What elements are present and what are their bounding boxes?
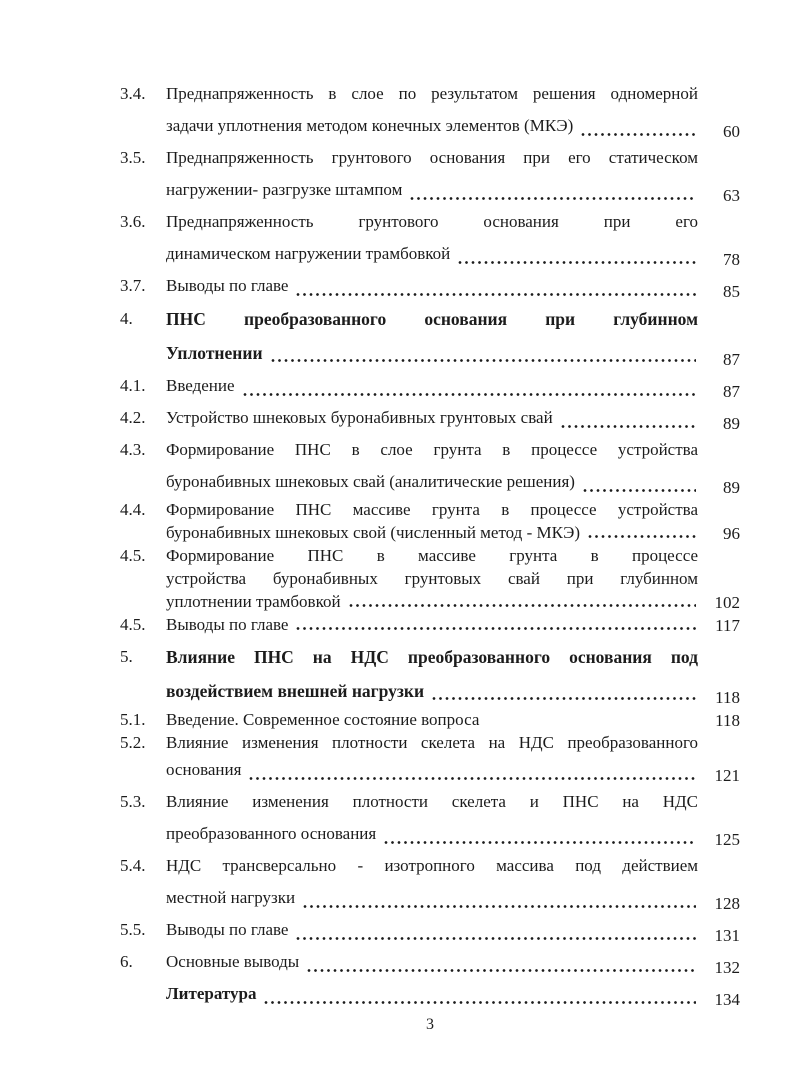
toc-page-number [698, 498, 740, 544]
toc-page-number-value: 89 [723, 414, 740, 433]
dot-leader [561, 423, 696, 430]
toc-line: Формирование ПНС массиве грунта в процессе устройства [166, 500, 698, 519]
toc-page-number-value: 96 [723, 524, 740, 543]
toc-entry-title [166, 434, 698, 498]
toc-entry-title [166, 544, 698, 613]
toc-line-text: буронабивных шнековых свай (аналитические решения) [166, 472, 575, 491]
toc-page-number [698, 613, 740, 636]
toc-entry-title [166, 613, 698, 636]
toc-line: устройства буронабивных грунтовых свай при глубинном [166, 569, 698, 588]
toc-entry-number: 5.5. [120, 920, 146, 939]
toc-line-text: нагружении- разгрузке штампом [166, 180, 403, 199]
dot-leader [432, 695, 696, 702]
toc-line-text: динамическом нагружении трамбовкой [166, 244, 451, 263]
toc-line [166, 590, 698, 613]
toc-list [120, 78, 740, 1010]
toc-page-number [698, 544, 740, 613]
toc-page-number-value: 125 [714, 830, 740, 849]
toc-entry [120, 498, 740, 544]
toc-line-text: Выводы по главе [166, 276, 289, 295]
toc-entry-title [166, 914, 698, 946]
toc-page-number-value: 121 [714, 766, 740, 785]
toc-page-number-value: 134 [714, 990, 740, 1009]
dot-leader [458, 259, 696, 266]
toc-line: ПНС преобразованного основания при глубинном [166, 309, 698, 329]
toc-line [166, 174, 698, 206]
toc-line: Преднапряженность грунтового основания при его статическом [166, 148, 698, 167]
toc-entry-title [166, 708, 698, 731]
toc-entry-title [166, 498, 698, 544]
toc-entry [120, 270, 740, 302]
toc-entry-number: 4.3. [120, 440, 146, 459]
toc-entry-title [166, 78, 698, 142]
toc-line-text: местной нагрузки [166, 888, 296, 907]
toc-entry [120, 302, 740, 370]
toc-page-number [698, 640, 740, 708]
toc-line-text: Выводы по главе [166, 615, 289, 634]
toc-line: Формирование ПНС в слое грунта в процессе устройства [166, 440, 698, 459]
toc-page-number [698, 270, 740, 302]
toc-page-number [698, 402, 740, 434]
toc-line [166, 110, 698, 142]
dot-leader [303, 903, 696, 910]
footer-page-number: 3 [426, 1016, 434, 1033]
toc-page-number [698, 978, 740, 1010]
toc-page-number-value: 118 [715, 711, 740, 730]
toc-page-number [698, 78, 740, 142]
toc-entry-number: 3.5. [120, 148, 146, 167]
toc-entry-title [166, 786, 698, 850]
toc-line: Преднапряженность в слое по результатом решения одномерной [166, 84, 698, 103]
toc-entry-number: 3.7. [120, 276, 146, 295]
toc-line [166, 238, 698, 270]
toc-line [166, 882, 698, 914]
dot-leader [410, 195, 696, 202]
toc-entry-title [166, 640, 698, 708]
toc-line: Влияние изменения плотности скелета и ПНС на НДС [166, 792, 698, 811]
toc-page-number-value: 128 [714, 894, 740, 913]
toc-entry-number: 3.6. [120, 212, 146, 231]
toc-line [166, 521, 698, 544]
dot-leader [307, 967, 696, 974]
dot-leader [296, 291, 696, 298]
toc-line-text: Введение [166, 376, 235, 395]
toc-line-text: основания [166, 760, 242, 779]
dot-leader [588, 533, 696, 540]
toc-entry-number: 5.1. [120, 710, 146, 729]
toc-page-number-value: 102 [714, 593, 740, 612]
toc-page-number-value: 117 [715, 616, 740, 635]
toc-line [166, 946, 698, 978]
toc-entry-title [166, 402, 698, 434]
toc-entry-title [166, 142, 698, 206]
toc-line [166, 674, 698, 708]
toc-entry-number: 5. [120, 647, 133, 666]
toc-line [166, 978, 698, 1010]
toc-entry-number: 3.4. [120, 84, 146, 103]
toc-line-text: преобразованного основания [166, 824, 377, 843]
toc-page-number-value: 89 [723, 478, 740, 497]
dot-leader [296, 935, 696, 942]
toc-entry-title [166, 978, 698, 1010]
toc-line [166, 914, 698, 946]
dot-leader [349, 602, 696, 609]
toc-entry-number: 4.4. [120, 500, 146, 519]
toc-line [166, 336, 698, 370]
toc-entry [120, 206, 740, 270]
toc-entry [120, 978, 740, 1010]
toc-line [166, 818, 698, 850]
dot-leader [249, 775, 696, 782]
toc-entry-number: 6. [120, 952, 133, 971]
toc-entry-title [166, 946, 698, 978]
toc-page-number [698, 206, 740, 270]
toc-line-text: Введение. Современное состояние вопроса [166, 710, 480, 729]
toc-entry [120, 640, 740, 708]
toc-page-number-value: 78 [723, 250, 740, 269]
toc-line-text: Уплотнении [166, 343, 263, 363]
toc-entry-number: 5.3. [120, 792, 146, 811]
toc-entry [120, 402, 740, 434]
toc-entry [120, 850, 740, 914]
toc-line [166, 466, 698, 498]
toc-line [166, 370, 698, 402]
toc-line [166, 270, 698, 302]
toc-line: Преднапряженность грунтового основания при его [166, 212, 698, 231]
toc-page-number [698, 850, 740, 914]
toc-entry-number: 4.2. [120, 408, 146, 427]
toc-page-number-value: 85 [723, 282, 740, 301]
toc-page-number [698, 786, 740, 850]
toc-entry [120, 914, 740, 946]
toc-entry-number: 4. [120, 309, 133, 328]
toc-entry-number: 4.1. [120, 376, 146, 395]
toc-entry [120, 544, 740, 613]
toc-entry-title [166, 370, 698, 402]
toc-entry-number: 4.5. [120, 615, 146, 634]
toc-entry [120, 613, 740, 636]
toc-page-number [698, 370, 740, 402]
toc-entry [120, 731, 740, 786]
toc-page-number-value: 132 [714, 958, 740, 977]
dot-leader [264, 999, 696, 1006]
toc-line: Влияние изменения плотности скелета на НДС преобразованного [166, 733, 698, 752]
toc-line [166, 402, 698, 434]
toc-page-number-value: 63 [723, 186, 740, 205]
toc-entry-number: 5.4. [120, 856, 146, 875]
toc-page-number [698, 142, 740, 206]
dot-leader [243, 391, 696, 398]
toc-line-text: Литература [166, 984, 257, 1003]
toc-line-text: задачи уплотнения методом конечных элементов (МКЭ) [166, 116, 574, 135]
toc-page-number-value: 87 [723, 350, 740, 369]
toc-line-text: уплотнении трамбовкой [166, 592, 341, 611]
toc-line: НДС трансверсально - изотропного массива под действием [166, 856, 698, 875]
dot-leader [384, 839, 696, 846]
toc-entry [120, 370, 740, 402]
toc-line [166, 754, 698, 786]
toc-line-text: Устройство шнековых буронабивных грунтовых свай [166, 408, 553, 427]
toc-line-text: буронабивных шнековых свой (численный метод - МКЭ) [166, 523, 581, 542]
toc-entry [120, 946, 740, 978]
toc-line [166, 613, 698, 636]
toc-entry-title [166, 206, 698, 270]
toc-entry-title [166, 270, 698, 302]
toc-entry-number [120, 978, 166, 1010]
toc-page-number [698, 946, 740, 978]
toc-entry [120, 142, 740, 206]
toc-page-number [698, 731, 740, 786]
toc-line: Влияние ПНС на НДС преобразованного основания под [166, 647, 698, 667]
toc-page-number [698, 302, 740, 370]
toc-page-number [698, 914, 740, 946]
dot-leader [271, 357, 696, 364]
toc-line-text: Основные выводы [166, 952, 300, 971]
toc-entry-title [166, 850, 698, 914]
toc-line [166, 708, 698, 731]
toc-page-number-value: 131 [714, 926, 740, 945]
toc-entry [120, 786, 740, 850]
toc-page-number-value: 118 [715, 688, 740, 707]
toc-entry [120, 78, 740, 142]
toc-page-number [698, 708, 740, 731]
dot-leader [583, 487, 696, 494]
toc-page-number-value: 60 [723, 122, 740, 141]
toc-line-text: Выводы по главе [166, 920, 289, 939]
dot-leader [296, 625, 696, 632]
dot-leader [581, 131, 696, 138]
toc-line: Формирование ПНС в массиве грунта в процессе [166, 546, 698, 565]
toc-entry-number: 5.2. [120, 733, 146, 752]
toc-entry [120, 708, 740, 731]
toc-entry [120, 434, 740, 498]
toc-entry-number: 4.5. [120, 546, 146, 565]
toc-page-number-value: 87 [723, 382, 740, 401]
toc-entry-title [166, 731, 698, 786]
toc-line-text: воздействием внешней нагрузки [166, 681, 425, 701]
toc-entry-title [166, 302, 698, 370]
toc-page-number [698, 434, 740, 498]
